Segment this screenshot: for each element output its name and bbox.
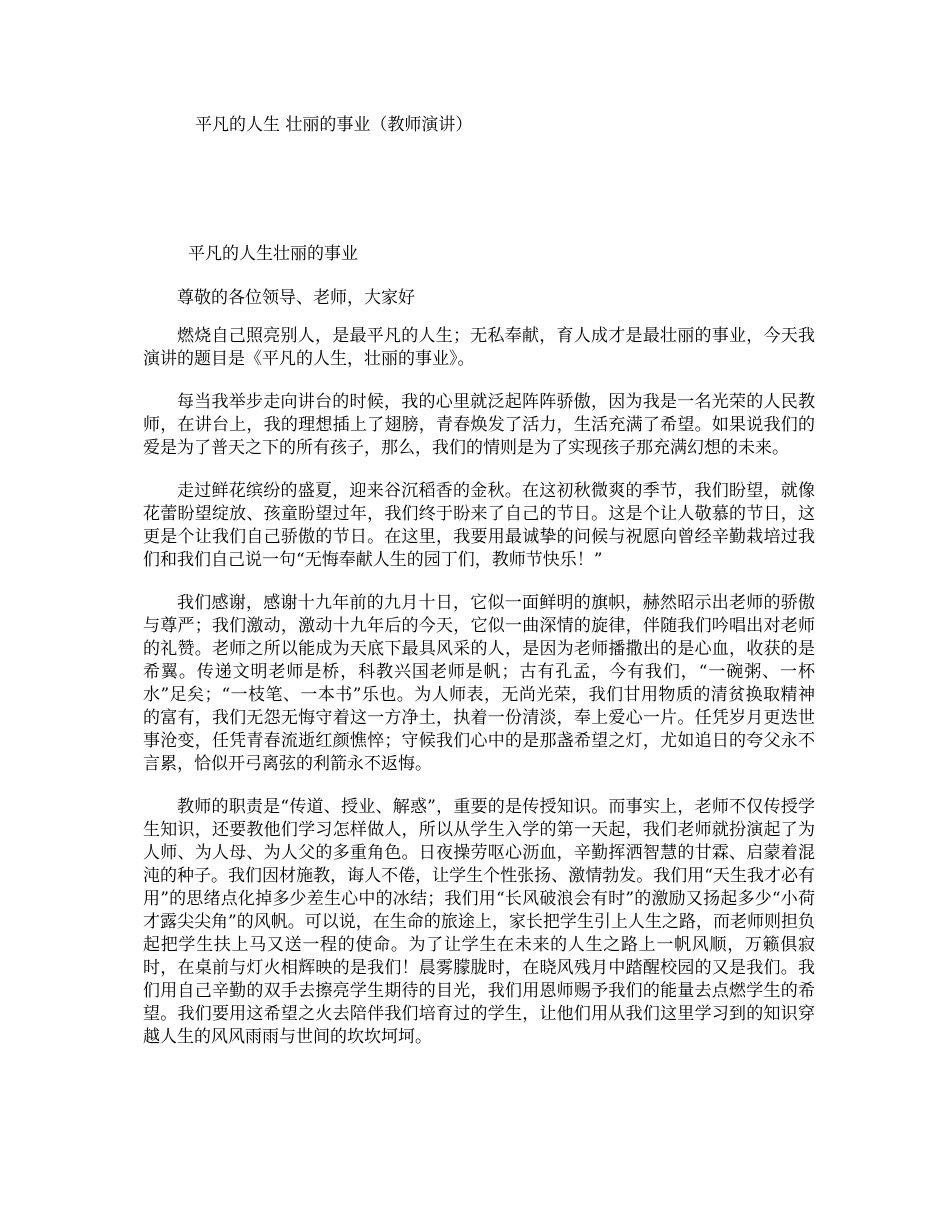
document-body (143, 325, 815, 1069)
paragraph: 走过鲜花缤纷的盛夏，迎来谷沉稻香的金秋。在这初秋微爽的季节，我们盼望，就像花蕾盼望绽放、孩童盼望过年，我们终于盼来了自己的节日。这是个让人敬慕的节日，这更是个让我们自己骄傲的节日。在这里，我要用最诚挚的问候与祝愿向曾经辛勤栽培过我们和我们自己说一句“无悔奉献人生的园丁们，教师节快乐！” (143, 481, 815, 570)
document-title: 平凡的人生 壮丽的事业（教师演讲） (195, 115, 473, 135)
paragraph: 我们感谢，感谢十九年前的九月十日，它似一面鲜明的旗帜，赫然昭示出老师的骄傲与尊严；我们激动，激动十九年后的今天，它似一曲深情的旋律，伴随我们吟唱出对老师的礼赞。老师之所以能成为天底下最具风采的人，是因为老师播撒出的是心血，收获的是希翼。传递文明老师是桥，科教兴国老师是帆；古有孔孟，今有我们，“一碗粥、一杯水”足矣；“一枝笔、一本书”乐也。为人师表，无尚光荣，我们甘用物质的清贫换取精神的富有，我们无怨无悔守着这一方净土，执着一份清淡，奉上爱心一片。任凭岁月更迭世事沧变，任凭青春流逝红颜憔悴；守候我们心中的是那盏希望之灯，尤如追日的夸父永不言累，恰似开弓离弦的利箭永不返悔。 (143, 593, 815, 774)
paragraph: 教师的职责是“传道、授业、解惑”，重要的是传授知识。而事实上，老师不仅传授学生知识，还要教他们学习怎样做人，所以从学生入学的第一天起，我们老师就扮演起了为人师、为人母、为人父的多重角色。日夜操劳呕心沥血，辛勤挥洒智慧的甘霖、启蒙着混沌的种子。我们因材施教，诲人不倦，让学生个性张扬、激情勃发。我们用“天生我才必有用”的思绪点化掉多少差生心中的冰结；我们用“长风破浪会有时”的激励又扬起多少“小荷才露尖尖角”的风帆。可以说，在生命的旅途上，家长把学生引上人生之路，而老师则担负起把学生扶上马又送一程的使命。为了让学生在未来的人生之路上一帆风顺，万籁俱寂时，在桌前与灯火相辉映的是我们！晨雾朦胧时，在晓风残月中踏醒校园的又是我们。我们用自己辛勤的双手去擦亮学生期待的目光，我们用恩师赐予我们的能量去点燃学生的希望。我们要用这希望之火去陪伴我们培育过的学生，让他们用从我们这里学习到的知识穿越人生的风风雨雨与世间的坎坎坷坷。 (143, 797, 815, 1047)
speech-title: 平凡的人生壮丽的事业 (188, 244, 358, 264)
paragraph: 燃烧自己照亮别人，是最平凡的人生；无私奉献，育人成才是最壮丽的事业，今天我演讲的题目是《平凡的人生，壮丽的事业》。 (143, 326, 815, 369)
paragraph: 每当我举步走向讲台的时候，我的心里就泛起阵阵骄傲，因为我是一名光荣的人民教师，在讲台上，我的理想插上了翅膀，青春焕发了活力，生活充满了希望。如果说我们的爱是为了普天之下的所有孩子，那么，我们的情则是为了实现孩子那充满幻想的未来。 (143, 392, 815, 458)
greeting-line: 尊敬的各位领导、老师，大家好 (177, 288, 415, 308)
